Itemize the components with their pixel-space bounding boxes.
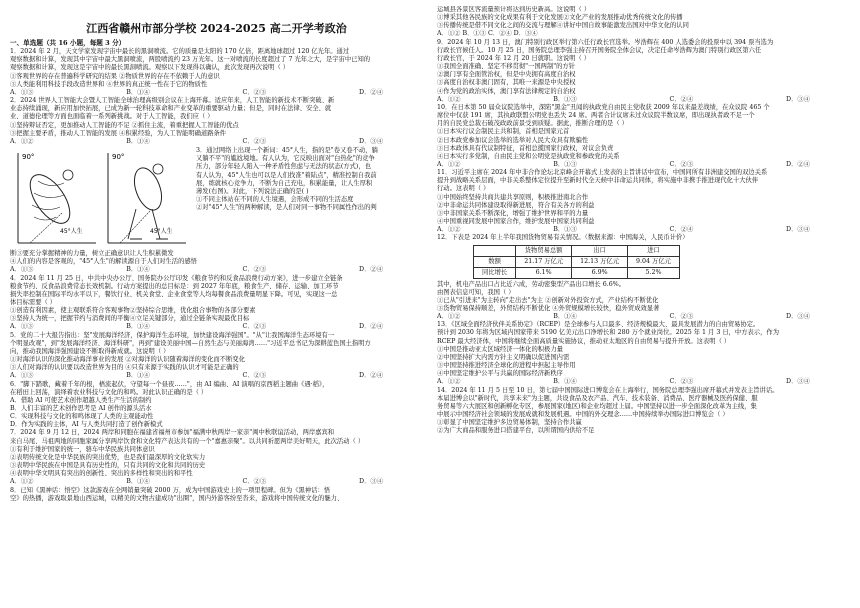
option[interactable]: D．③④ [359,137,383,145]
q-line: 5．党的二十大报告指出：坚"发展海洋经济，保护海洋生态环境，加快建设海洋强国"。"从"让我国海洋生态环境有一 [10,331,335,339]
table-header-cell: 出口 [572,245,628,256]
option[interactable]: B．①③ [553,95,577,103]
table-cell: 9.04 万亿元 [628,256,680,267]
q-line: 行动。这表明（ ） [437,185,490,193]
table-cell: 6.9% [572,267,628,278]
option[interactable]: A．①② [437,160,461,168]
q-line: 压力，部分年轻人陷入一种矛盾性焦虑与无法的状态(方式)，也 [196,163,371,171]
q-line: ②日本政党参加议会选举的选举对人民大众具有欺骗性 [437,136,589,144]
q-line: 2．2024 世界人工智能大会暨人工智能全球治理高级别会议在上海开幕。适应年来，人工智能的新技术不断突破、新 [10,97,335,105]
option[interactable]: C．②④ [669,226,694,234]
q-line: 粮食节约、反食品浪费常态长效机制。行动方案提出的总目标是：到 2027 年年底，粮食生产、储存、运输、加工环节 [10,282,339,290]
q-line: 其中，机电产品出口占比近六成，劳动密集型产品出口增长 6.6%。 [437,280,626,288]
q-line: ①日本实行议会制民主共和制，首相是国家元首 [437,128,570,136]
option[interactable]: A．借助 AI 可使艺术创作超越人类生产生活的制约 [10,396,152,404]
q-line: ①有利于维护国家的统一，骆车中华民族共同体意识 [10,445,155,453]
q-line: 席位中仅获 191 席，其执政联盟公明党也丢失 24 席。两者合计议席未过众议院半数议席，即出现执者政不足一个 [437,112,755,120]
q-line: 空》的热播，游戏取景地山西运城，以精美的文物古建成功"出圈"，国内外游客纷至沓来，游戏将中国传统文化的魅力、 [10,494,344,502]
question-7 [10,429,423,486]
q-line: ②中国坚持扩大内需方针主义明确以促进国内需 [437,353,570,361]
q-line: ②澳门享有全面管治权，但是中央拥有高度自治权 [437,71,576,79]
option[interactable]: A．①③ [10,372,34,380]
options-row [10,266,423,274]
q-line: ③日本政体具有代议制特征，首相总揽国家行政权，对议会负责 [437,144,614,152]
question-11 [437,169,850,234]
options-row [10,138,423,146]
option[interactable]: A．①② [437,313,461,321]
options-row [10,89,423,97]
q-line: 又躺不平"的尴尬境地。有人认为，它反映出面对"白热化"的竞争 [196,155,375,163]
q-line: 业、道德伦理等方面也面临着一系列新挑战。对于人工智能，我们应（ ） [10,113,214,121]
option[interactable]: A．①③ [10,88,34,96]
angle-label: 90° [22,153,35,162]
q-line: 8．已知《黑神话：悟空》这款游戏在全网销量突破 2000 万，成为中国游戏史上的一项里程碑。但为《黑神话：悟 [10,486,330,494]
question-12 [437,234,850,321]
pose-label: 45°人生 [60,228,83,236]
q-line: 薄发(右图)。对此，下列说法正确的是( ) [196,187,309,195]
q-line: ④人们的内容是客观的，"45°人生"的解读源自于人们对生活的感悟 [10,258,197,266]
q-line: ②对"45°人生"的两种解读，是人们对同一事物不同属性作出的判 [196,204,377,212]
q-line: 来自马尾、马祖两地的同胞家属分享两岸饮食和文化特产表达共有的一个"嘉惠亲聚"。以共同祈愿两岸美好明天，此次活动（ ） [10,437,365,445]
option[interactable]: B．①④ [126,266,150,274]
q-line: ④表明中华文明具有突出的创新性、突出的多样性和突出的和平性 [10,470,193,478]
q-line: ③把握主要矛盾，推动人工智能的发展 ④积累经验，为人工智能明确道路条件 [10,129,227,137]
options-row [10,372,423,380]
q-line: 损失率控制在国际平均水平以下，餐饮行业、机关食堂、企业食堂等人均每餐食品浪费量明显下降。可见，实现这一总 [10,290,338,298]
option[interactable]: A．①② [10,478,34,486]
q-line: 个明显改观"，到"发展海洋经济、海洋科研"，再到"建设美丽中国—自然生态与美丽海湾……"习近平总书记为深耕蓝色国土指明方 [10,339,371,347]
angle-label: 90° [112,153,125,162]
pose-label: 45°人生 [150,228,173,236]
q-line: RCEP 最大经济体，中国将继续全面高质量实施协议，推动亚太地区的自由贸易与提升开放。这表明（ ） [437,337,731,345]
option[interactable]: C．②③ [242,372,267,380]
q-line: 7．2024 年 9 月 12 日，2024 两岸和同胞在福建省福州市参加"福满中秋两岸一家亲"闽中秋联谊活动，两岸嘉宾和 [10,429,335,437]
option[interactable]: D．③④ [786,95,810,103]
table-cell: 同比增长 [474,267,516,278]
option[interactable]: C．实现科技与文化的和鸣体现了人类的主观能动性 [10,413,154,421]
option[interactable]: C．②③ [242,478,267,486]
q-line: 体目标需要（ ） [10,298,57,306]
question-6 [10,381,423,430]
option[interactable]: B．①④ [126,88,150,96]
q-line: ①客观世界的存在普遍科学研究的结果 ②物质世界的存在不依赖于人的意识 [10,72,220,80]
q-line: ③人类能利用科技手段改造世界和 ④世界的真正统一性在于它的物质性 [10,80,208,88]
options-row [437,378,850,386]
q-line: 11．习近平主席在 2024 年中非合作论坛北京峰会开幕式上发表的主旨讲话中宣布，中国同所有非洲建交国的双边关系 [437,169,768,177]
table-cell: 6.1% [516,267,572,278]
q-line: ①坚持辩证否定，更加推动人工智能的不足 ②抓住主流，着重把握人工智能的优点 [10,121,239,129]
q-line: 由图表信息可知，我国（ ） [437,288,515,296]
option[interactable]: C．②③ [242,266,267,274]
table-cell: 数额 [474,256,516,267]
option[interactable]: A．①③ [10,323,34,331]
q-line: 6．"脚下踏歌，藏着千年的根，梧流起伏，守望每一个昼夜……"，由 AI 编曲、AI 演唱的京西稻主题曲《遇·稻》， [10,380,329,388]
q-line: 10．在日本第 50 届众议院选举中，深陷"黑金"丑闻的执政党自由民主党收获 2009 年以来最差战绩，在众议院 465 个 [437,103,770,111]
option[interactable]: D．②④ [786,160,810,168]
q-line: ①博采其他各民族的文化成果有利于文化发展②文化产业的发展推动优秀传统文化的传播 [437,14,683,22]
option[interactable]: D．③④ [359,478,383,486]
q-line: ③表明中华民族在中国是具有历史性的，只有共同的文化和共同的历史 [10,462,206,470]
right-column [437,6,850,604]
options-line[interactable]: A．①② B．①③ C．②④ D．③④ [437,30,538,38]
question-5 [10,332,423,381]
options-row [437,96,850,104]
q-line: 13．《区域全面经济伙伴关系协定》（RCEP）是全球参与人口最多、经济规模最大、最具发展潜力的自由贸易协定。 [437,321,760,329]
option[interactable]: C．②③ [669,378,694,386]
q-line: 3．通过网络上出现一个新词：45°人生，指的是"卷又卷不动，躺 [196,147,378,155]
question-9 [437,39,850,104]
q-line: ③高度自治权非澳门固有，其唯一来源是中央授权 [437,79,576,87]
cartoon-illustration [10,147,190,249]
q-line: ②表明传统文化是中华民族的突出优势，也是我们最深厚的文化软实力 [10,453,206,461]
table-header-cell [474,245,516,256]
q-line: 业态持续涌现，新应用加快拓展，已成为新一轮科技革命和产业变革的重要驱动力量；但是，同时在法律、安全、就 [10,105,332,113]
left-column [10,6,423,604]
q-line: 月的自民党总裁石破茂政政前景受到质疑。据此，推断合理的是（ ） [437,120,628,128]
q-line: 9．2024 年 10 月 13 日，澳门特别行政区举行第六任行政长官选举。岑浩辉在 400 人选委会的投票中以 394 票当选为 [437,38,774,46]
q-line: ①不同主体站在不同的人生境遇，会形成不同的生活态度 [196,195,354,203]
q-line: 本届进博会以"新时代，共享未来"为主题，共设食品及农产品、汽车、技术装备、消费品、医疗器械及医药保健、服 [437,394,758,402]
q-line: ③中国坚持推进经济全球化的进程中担起主导作用 [437,362,576,370]
question-13 [437,321,850,386]
option[interactable]: D．②④ [359,266,383,274]
option[interactable]: A．①② [437,378,461,386]
q-line: 4．2024 年 11 月 25 日，中共中央办公厅、国务院办公厅印发《粮食节约和反食品浪费行动方案》，进一步建立全链条 [10,274,343,282]
option[interactable]: D．③④ [786,226,810,234]
q-line: 务贸易等六大展区和创新孵化专区，参展国家(地区)和企业均超过上届。中国坚持以进一步全面深化改革为主线，集 [437,402,757,410]
option[interactable]: B．①③ [553,226,577,234]
question-8-continued [437,6,850,39]
option[interactable]: C．②③ [242,137,267,145]
q-line: 断③要充分掌握精神的力量，树立正确意识让人生积累微发 [10,250,174,258]
option[interactable]: B．①④ [553,378,577,386]
q-line: ④中国坚定维护公平与共赢的国际经济新秩序 [437,370,563,378]
question-3 [10,147,423,249]
q-line: 运城县各景区客流量预计将达到历史新高。这说明（ ） [437,6,591,13]
option[interactable]: A．①② [437,95,461,103]
q-line: 观察数据和计算，发现这是宇宙中的最长黑洞喷流。观察以下发现得以确认，此次发现再次说明（ ） [10,64,290,72]
q-line: ③人们对海洋的认识要以改造世界为目的 ④只有来源于实践的认识才可能是正确的 [10,364,239,372]
option[interactable]: A．①② [10,137,34,145]
question-3-text [196,147,423,249]
table-row [474,267,680,278]
q-line: 12．下表是 2024 年上半年我国货物贸易有关情况。（数据来源：中国海关，人民币计价） [437,234,689,242]
table-row [474,256,680,267]
table-cell: 12.13 万亿元 [572,256,628,267]
option[interactable]: C．②③ [242,323,267,331]
question-14 [437,387,850,436]
q-line: ①对海洋认识的深化推动海洋事业的发展 ②对海洋的认识随着海洋的变化而不断变化 [10,356,245,364]
q-line: ③中非国家关系不断深化，增强了维护世界和平的力量 [437,209,589,217]
question-8 [10,487,423,503]
q-line: ④日本实行多党制，自由民主党和公明党是执政党和参政党的关系 [437,152,620,160]
table-cell: 5.2% [628,267,680,278]
q-line: 向，推动我国海洋强国建设不断取得新成就。这说明（ ） [10,347,170,355]
q-line: ④作为党的政治实体，澳门享有法律规定的自治权 [437,87,576,95]
option[interactable]: D．②④ [359,88,383,96]
q-line: ③货物贸易保持顺差，外贸结构不断优化 ④外贸规模增长较快，稳外贸成效显著 [437,305,660,312]
q-line: ②为广大商品和服务进口搭建平台，以所谓国内供给不足 [437,427,595,435]
table-header-row [474,245,680,256]
q-line: 中展示中国经济社会领域的发展成就和发展机遇。中国的外交理念……中国持续举办国际进口博览会（ ） [437,411,729,419]
q-line: 观察数据和计算，发现其中宇宙中最大黑洞喷流，两股喷流约 23 万光年。这一对喷流的长度超过了 7 光年之大，是宇宙中已知的 [10,56,371,64]
q-line: 14．2024 年 11 月 5 日至 10 日，第七届中国国际进口博览会在上海举行，国务院总理李强出席开幕式并发表主旨讲话。 [437,386,779,394]
option[interactable]: B．①④ [553,313,577,321]
option[interactable]: A．①② [437,226,461,234]
exam-title: 江西省赣州市部分学校 2024-2025 高二开学考政治 [86,22,347,35]
q-line: 在稻田上回荡，演绎着农业科技与文化的和鸣。对此认识正确的是（ ） [10,388,208,396]
q-line: ④中国重视同发展中国家合作，维护发展中国家共同利益 [437,218,595,226]
option[interactable]: C．②④ [669,95,694,103]
options-row [437,161,850,169]
q-line: ①已从"引进来"为主转向"走出去"为主 ②创新对外投资方式，产业结构不断优化 [437,296,659,304]
q-line: ②中非命运共同体建设取得新进展，符合有关各方的利益 [437,201,595,209]
q-line: 预计到 2030 年将为区域内国家带来 5190 亿美元出口净增长和 280 万个就业岗位。2025 年 1 月 3 日，中方表示，作为 [437,329,779,337]
q-line: 行政长官候任人。10 月 25 日，国务院总理李强主持召开国务院全体会议，决定任命岑浩辉为澳门特别行政区第六任 [437,46,762,54]
question-2 [10,97,423,146]
table-header-cell: 货物贸易总额 [516,245,572,256]
section-heading: 一、单选题（共 16 小题，每题 3 分） [10,39,126,47]
options-row [10,478,423,486]
question-1 [10,48,423,97]
option[interactable]: D．作为实践的主体，AI 与人类共同打造了创作新模式 [10,421,163,429]
q-line: ①彰显了中国坚定维护多边贸易体制，坚持合作共赢 [437,419,582,427]
option[interactable]: D．②④ [359,323,383,331]
option[interactable]: B．①④ [126,372,150,380]
cartoon-figure [10,147,190,249]
options-row [10,323,423,331]
q-line: ①创造有利因素，使主观联系符合客观事物②坚持综合思维，优化组合事物的各部分要素 [10,307,256,315]
q-line: ①我国全面准确、坚定不移贯彻"一国两制"的方针 [437,63,576,71]
q-line: 行政长官，于 2024 年 12 月 20 日就职。这说明（ ） [437,54,591,62]
option[interactable]: D．②④ [359,372,383,380]
option[interactable]: B．①④ [126,478,150,486]
trade-table [473,245,680,279]
question-10 [437,104,850,169]
option[interactable]: D．③④ [786,313,810,321]
option[interactable]: B．①④ [126,137,150,145]
option[interactable]: A．①③ [10,266,34,274]
q-line: 展，练就核心竞争力，不断为自己充电，积累能量，让人生厚积 [196,179,373,187]
option[interactable]: C．②③ [669,313,694,321]
option[interactable]: B．①④ [126,323,150,331]
q-line: 提升到战略关系层面，中非关系整体定位提升至新时代全天候中非命运共同体，将实施中非携手推进现代化十大伙伴 [437,177,759,185]
q-line: ③坚持人为统一，把握节约与消费间的平衡④立足关键部分，通过全链条实现最优目标 [10,315,250,323]
question-4 [10,275,423,332]
option[interactable]: C．②③ [669,160,694,168]
option[interactable]: B．①③ [553,160,577,168]
q-line: ①中国是推动亚太区域经济一体化的积极力量 [437,345,563,353]
table-header-cell: 进口 [628,245,680,256]
table-cell: 21.17 万亿元 [516,256,572,267]
option[interactable]: C．②③ [242,88,267,96]
q-line: 有人认为，45°人生也可以是人们找准"着陆点"，精准控制自我前 [196,171,377,179]
q-line: 1．2024 年 2 月，天文学家发现宇宙中最长的黑洞喷流。它的质量是太阳的 170 亿倍，距离地球超过 120 亿光年。通过 [10,48,350,56]
q-line: ①中国始终坚持共商共建共享原则，积极推进南北合作 [437,193,589,201]
option[interactable]: B．人们丰富的艺术创作思考是 AI 创作的源头活水 [10,405,152,412]
q-line: ③传播传统是借不同文化之间的交流与理解④讲好中国自故事能激发出国对中华文化的认同 [437,22,689,30]
option[interactable]: D．③④ [786,378,810,386]
